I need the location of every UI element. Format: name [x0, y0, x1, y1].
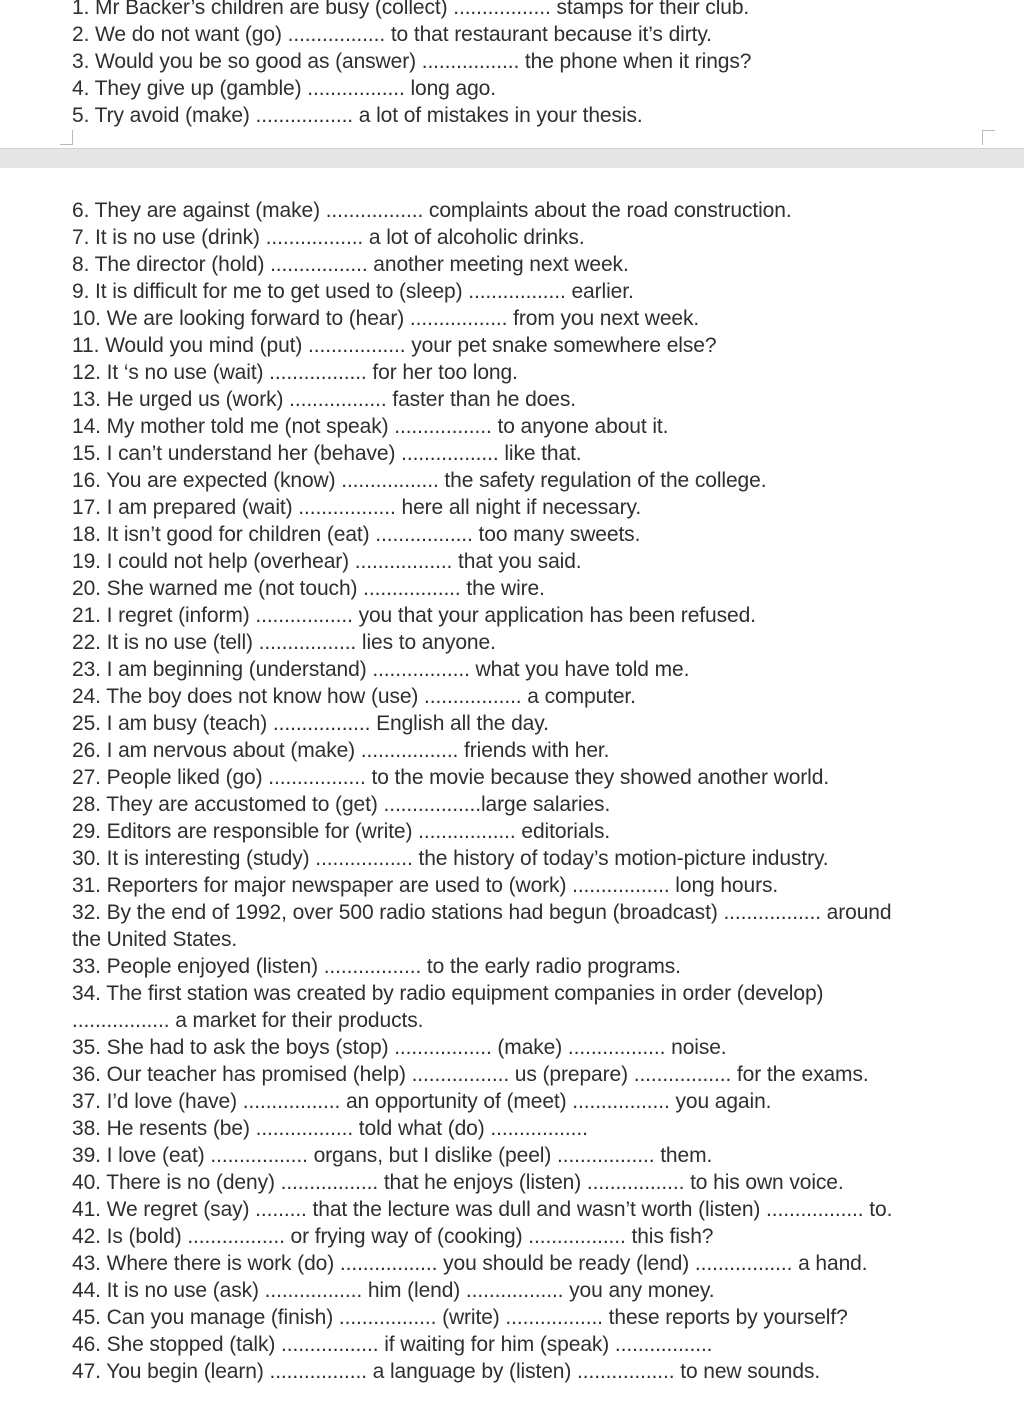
exercise-item: 3. Would you be so good as (answer) ................. the phone when it rings? — [72, 50, 752, 73]
exercise-item: 9. It is difficult for me to get used to (sleep) ................. earlier. — [72, 280, 634, 303]
exercise-item: 24. The boy does not know how (use) ................. a computer. — [72, 685, 636, 708]
exercise-item: 22. It is no use (tell) ................. lies to anyone. — [72, 631, 496, 654]
exercise-list-page-2 — [72, 197, 992, 1412]
page-corner-mark — [60, 130, 73, 145]
exercise-item: 1. Mr Backer’s children are busy (collect) ................. stamps for their club. — [72, 0, 750, 19]
exercise-item: 21. I regret (inform) ................. you that your application has been refused. — [72, 604, 756, 627]
exercise-item: 46. She stopped (talk) ................. if waiting for him (speak) ................. — [72, 1333, 713, 1356]
exercise-item: 23. I am beginning (understand) ................. what you have told me. — [72, 658, 690, 681]
exercise-item — [72, 1385, 992, 1412]
exercise-item: 7. It is no use (drink) ................. a lot of alcoholic drinks. — [72, 226, 585, 249]
exercise-item: 42. Is (bold) ................. or frying way of (cooking) ................. this fish? — [72, 1225, 714, 1248]
exercise-item: 15. I can’t understand her (behave) ................. like that. — [72, 442, 582, 465]
document-page-1 — [0, 0, 1024, 150]
exercise-list-page-1 — [72, 0, 992, 129]
exercise-item: 4. They give up (gamble) ................. long ago. — [72, 77, 496, 100]
exercise-item: 25. I am busy (teach) ................. English all the day. — [72, 712, 549, 735]
exercise-item: 34. The first station was created by radio equipment companies in order (develop) — [72, 982, 824, 1005]
exercise-item: 47. You begin (learn) ................. a language by (listen) ................. to new sounds. — [72, 1360, 821, 1383]
exercise-item: 26. I am nervous about (make) ................. friends with her. — [72, 739, 610, 762]
page-corner-mark — [982, 130, 995, 145]
exercise-item: 27. People liked (go) ................. to the movie because they showed another world. — [72, 766, 830, 789]
exercise-item: 12. It ‘s no use (wait) ................. for her too long. — [72, 361, 518, 384]
exercise-item: 5. Try avoid (make) ................. a lot of mistakes in your thesis. — [72, 104, 643, 127]
exercise-item: 31. Reporters for major newspaper are used to (work) ................. long hours. — [72, 874, 779, 897]
exercise-item: 41. We regret (say) ......... that the lecture was dull and wasn’t worth (listen) ................. to. — [72, 1198, 893, 1221]
exercise-item: 44. It is no use (ask) ................. him (lend) ................. you any money. — [72, 1279, 715, 1302]
exercise-item: 18. It isn’t good for children (eat) ................. too many sweets. — [72, 523, 641, 546]
exercise-item: 43. Where there is work (do) ................. you should be ready (lend) ................. a hand. — [72, 1252, 868, 1275]
exercise-item: 35. She had to ask the boys (stop) ................. (make) ................. noise. — [72, 1036, 727, 1059]
exercise-item: 40. There is no (deny) ................. that he enjoys (listen) ................. to his own voice. — [72, 1171, 844, 1194]
exercise-item: 33. People enjoyed (listen) ................. to the early radio programs. — [72, 955, 681, 978]
exercise-item: 39. I love (eat) ................. organs, but I dislike (peel) ................. them. — [72, 1144, 713, 1167]
exercise-item: 36. Our teacher has promised (help) ................. us (prepare) ................. for the exams. — [72, 1063, 869, 1086]
exercise-item: 29. Editors are responsible for (write) ................. editorials. — [72, 820, 611, 843]
exercise-item: 10. We are looking forward to (hear) ................. from you next week. — [72, 307, 700, 330]
exercise-item: 6. They are against (make) ................. complaints about the road construction. — [72, 199, 792, 222]
exercise-item: 11. Would you mind (put) ................. your pet snake somewhere else? — [72, 334, 717, 357]
exercise-item: 28. They are accustomed to (get) .................large salaries. — [72, 793, 611, 816]
exercise-item: 16. You are expected (know) ................. the safety regulation of the college. — [72, 469, 767, 492]
exercise-item: 13. He urged us (work) ................. faster than he does. — [72, 388, 576, 411]
exercise-item: 2. We do not want (go) ................. to that restaurant because it’s dirty. — [72, 23, 712, 46]
exercise-item-continuation: ................. a market for their products. — [72, 1009, 424, 1032]
exercise-item: 19. I could not help (overhear) ................. that you said. — [72, 550, 582, 573]
exercise-item: 45. Can you manage (finish) ................. (write) ................. these reports by yourself? — [72, 1306, 848, 1329]
exercise-item: 20. She warned me (not touch) ................. the wire. — [72, 577, 545, 600]
exercise-item-continuation: the United States. — [72, 928, 238, 951]
exercise-item: 30. It is interesting (study) ................. the history of today’s motion-picture industry. — [72, 847, 829, 870]
exercise-item: 37. I’d love (have) ................. an opportunity of (meet) ................. you again. — [72, 1090, 772, 1113]
exercise-item: 14. My mother told me (not speak) ................. to anyone about it. — [72, 415, 669, 438]
exercise-item: 8. The director (hold) ................. another meeting next week. — [72, 253, 629, 276]
exercise-item: 17. I am prepared (wait) ................. here all night if necessary. — [72, 496, 642, 519]
exercise-item: 38. He resents (be) ................. told what (do) ................. — [72, 1117, 588, 1140]
exercise-item: 32. By the end of 1992, over 500 radio stations had begun (broadcast) ................. around — [72, 901, 892, 924]
